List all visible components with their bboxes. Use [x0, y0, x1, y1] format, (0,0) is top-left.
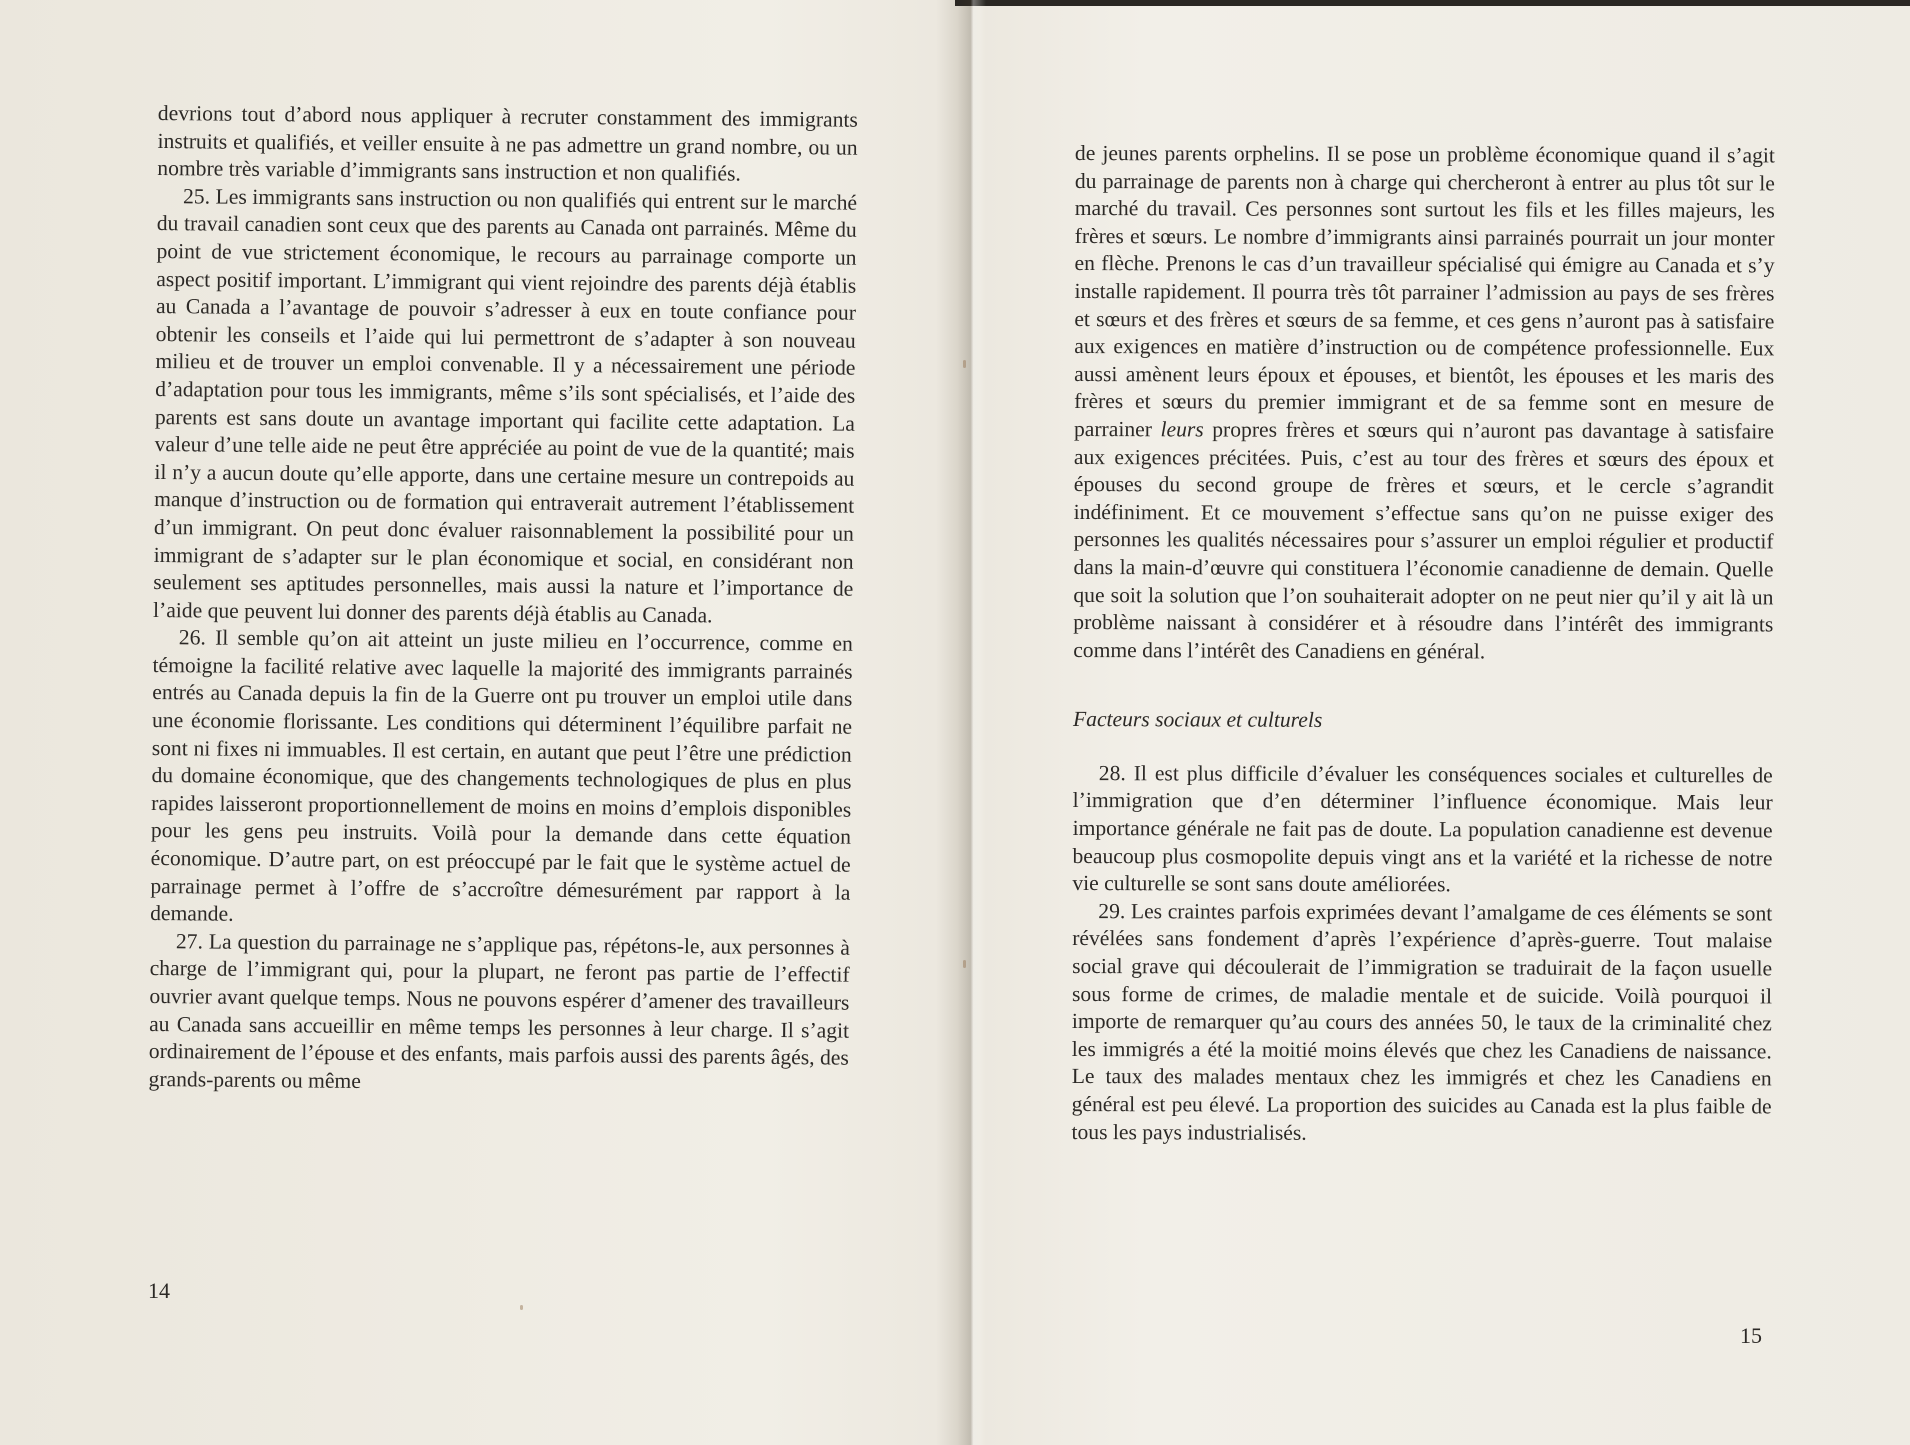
emphasis-leurs: leurs: [1160, 417, 1204, 442]
paragraph-27: 27. La question du parrainage ne s’applique pas, répétons-le, aux personnes à charge de l’immigrant qui, pour la plupart, ne feront pas partie de l’effectif ouvrier avant quelque temps. Nous ne pouvons espérer d’amener des travailleurs au Canada sans accueillir en même temps les personnes à leur charge. Il s’agit ordinairement de l’épouse et des enfants, mais parfois aussi des parents âgés, des grands-parents ou même: [148, 929, 851, 1093]
paper-speck: [963, 960, 966, 968]
paper-speck: [520, 1305, 523, 1310]
page-top-edge: [955, 0, 1910, 6]
page-number-left: 14: [148, 1278, 170, 1303]
right-page-text: [1071, 140, 1775, 1149]
section-heading: Facteurs sociaux et culturels: [1072, 707, 1323, 733]
paragraph-27-continued-part2: propres frères et sœurs qui n’auront pas davantage à satisfaire aux exigences précitées. Puis, c’est au tour des frères et sœurs des époux et épouses du second groupe de frères et sœurs, et le cercle s’agrandit indéfiniment. Et ce mouvement s’effectue sans qu’on ne puisse exiger des personnes les qualités nécessaires pour s’assurer un emploi régulier et productif dans la main-d’œuvre qui constituera l’économie canadienne de demain. Quelle que soit la solution que l’on souhaiterait adopter on ne peut nier qu’il y ait là un problème naissant à considérer et à résoudre dans l’intérêt des immigrants comme dans l’intérêt des Canadiens en général.: [1073, 417, 1775, 664]
paper-speck: [963, 360, 966, 368]
paragraph-27-continued: [1073, 140, 1775, 667]
paragraph-29: 29. Les craintes parfois exprimées devant l’amalgame de ces éléments se sont révélées sans fondement d’après l’expérience d’après-guerre. Tout malaise social grave qui découlerait de l’immigration se traduirait de la façon usuelle sous forme de crimes, de maladie mentale et de suicide. Voilà pourquoi il importe de remarquer qu’au cours des années 50, le taux de la criminalité chez les immigrés a été la moitié moins élevés que chez les Canadiens de naissance. Le taux des malades mentaux chez les immigrés et chez les Canadiens en général est peu élevé. La proportion des suicides au Canada est la plus faible de tous les pays industrialisés.: [1071, 898, 1773, 1145]
paragraph-continued: devrions tout d’abord nous appliquer à recruter constamment des immigrants instruits et qualifiés, et veiller ensuite à ne pas admettre un grand nombre, ou un nombre très variable d’immigrants sans instruction et non qualifiés.: [157, 100, 858, 186]
paragraph-28: 28. Il est plus difficile d’évaluer les conséquences sociales et culturelles de l’immigration que d’en déterminer l’influence économique. Mais leur importance générale ne fait pas de doute. La population canadienne est devenue beaucoup plus cosmopolite depuis vingt ans et la variété et la richesse de notre vie culturelle se sont sans doute améliorées.: [1072, 760, 1773, 897]
left-page-text: [148, 100, 858, 1100]
paragraph-25: 25. Les immigrants sans instruction ou non qualifiés qui entrent sur le marché du travail canadien sont ceux que des parents au Canada ont parrainés. Même du point de vue strictement économique, le recours au parrainage comporte un aspect positif important. L’immigrant qui vient rejoindre des parents déjà établis au Canada a l’avantage de pouvoir s’adresser à eux en toute confiance pour obtenir les conseils et l’aide qui lui permettront de s’adapter à son nouveau milieu et de trouver un emploi convenable. Il y a nécessairement une période d’adaptation pour tous les immigrants, même s’ils sont spécialisés, et l’aide des parents est sans doute un avantage important qui facilite cette adaptation. La valeur d’une telle aide ne peut être appréciée au point de vue de la quantité; mais il n’y a aucun doute qu’elle apporte, dans une certaine mesure un contrepoids au manque d’instruction ou de formation qui entraverait autrement l’établissement d’un immigrant. On peut donc évaluer raisonnablement la possibilité pour un immigrant de s’adapter sur le plan économique et social, en considérant non seulement ses aptitudes personnelles, mais aussi la nature et l’importance de l’aide que peuvent lui donner des parents déjà établis au Canada.: [152, 184, 858, 628]
paragraph-26: 26. Il semble qu’on ait atteint un juste milieu en l’occurrence, comme en témoigne la facilité relative avec laquelle la majorité des immigrants parrainés entrés au Canada depuis la fin de la Guerre ont pu trouver un emploi utile dans une économie florissante. Les conditions qui déterminent l’équilibre parfait ne sont ni fixes ni immuables. Il est certain, en autant que peut l’être une prédiction du domaine économique, que des changements technologiques de plus en plus rapides laisseront proportionnellement de moins en moins d’emplois disponibles pour les gens peu instruits. Voilà pour la demande dans cette équation économique. D’autre part, on est préoccupé par le fait que le système actuel de parrainage permet à l’offre de s’accroître démesurément par rapport à la demande.: [150, 625, 853, 926]
page-number-right: 15: [1740, 1323, 1762, 1348]
book-gutter: [958, 0, 986, 1445]
paragraph-27-continued-part1: de jeunes parents orphelins. Il se pose un problème économique quand il s’agit du parrainage de parents non à charge qui chercheront à entrer au plus tôt sur le marché du travail. Ces personnes sont surtout les fils et les filles majeurs, les frères et sœurs. Le nombre d’immigrants ainsi parrainés pourrait un jour monter en flèche. Prenons le cas d’un travailleur spécialisé qui émigre au Canada et s’y installe rapidement. Il pourra très tôt parrainer l’admission au pays de ses frères et sœurs et des frères et sœurs de sa femme, et ces gens n’auront pas à satisfaire aux exigences en matière d’instruction ou de compétence professionnelle. Eux aussi amènent leurs époux et épouses, et bientôt, les épouses et les maris des frères et sœurs du premier immigrant et de sa femme sont en mesure de parrainer: [1073, 141, 1775, 442]
